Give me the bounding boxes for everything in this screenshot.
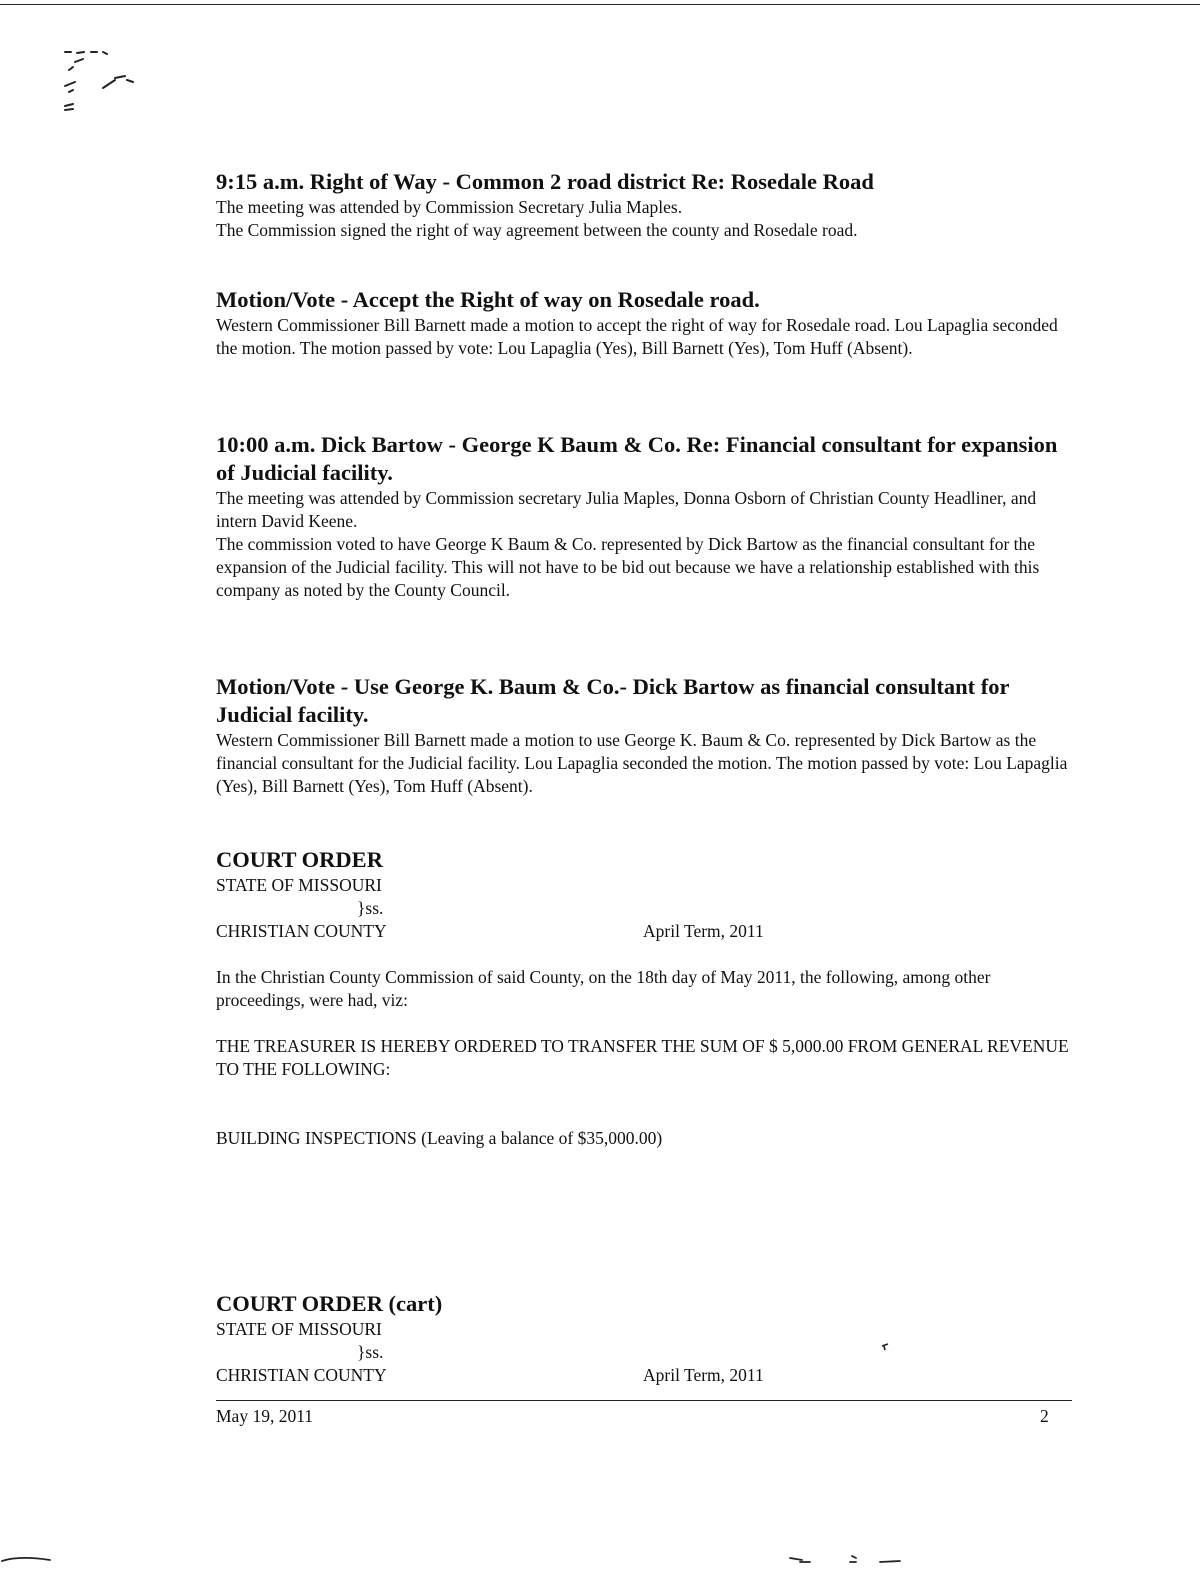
section-heading: 10:00 a.m. Dick Bartow - George K Baum & Co. Re: Financial consultant for expansion of Judicial facility. [216, 432, 1058, 485]
section-motion-accept-right-of-way [216, 286, 1076, 360]
bottom-scan-marks [0, 1548, 1200, 1571]
venue-state: STATE OF MISSOURI [216, 875, 382, 895]
venue-county-row [216, 1364, 1076, 1387]
section-heading: 9:15 a.m. Right of Way - Common 2 road district Re: Rosedale Road [216, 169, 874, 194]
scan-artifact-marks [55, 40, 155, 120]
scan-speck-mark [880, 1342, 890, 1352]
section-paragraph: The commission voted to have George K Baum & Co. represented by Dick Bartow as the financial consultant for the expansion of the Judicial facility. This will not have to be bid out because we have a relationship established with this company as noted by the County Council. [216, 534, 1040, 600]
court-order-heading: COURT ORDER [216, 847, 383, 872]
court-order-heading: COURT ORDER (cart) [216, 1291, 443, 1316]
court-order-1 [216, 846, 1076, 1150]
section-paragraph: Western Commissioner Bill Barnett made a motion to accept the right of way for Rosedale road. Lou Lapaglia seconded the motion. The motion passed by vote: Lou Lapaglia (Yes), Bill Barnett (Yes), Tom Huff (Absent). [216, 315, 1058, 358]
section-financial-consultant [216, 431, 1076, 602]
section-heading: Motion/Vote - Accept the Right of way on Rosedale road. [216, 287, 760, 312]
venue-ss: }ss. [357, 898, 384, 918]
section-motion-use-baum [216, 673, 1076, 798]
section-paragraph: The meeting was attended by Commission Secretary Julia Maples. [216, 197, 683, 217]
section-paragraph: Western Commissioner Bill Barnett made a motion to use George K. Baum & Co. represented by Dick Bartow as the financial consultant for the Judicial facility. Lou Lapaglia seconded the motion. The motion passed by vote: Lou Lapaglia (Yes), Bill Barnett (Yes), Tom Huff (Absent). [216, 730, 1068, 796]
section-right-of-way [216, 168, 1076, 242]
venue-state: STATE OF MISSOURI [216, 1319, 382, 1339]
venue-county-row [216, 920, 1076, 943]
page-number: 2 [1040, 1406, 1049, 1426]
footer-date: May 19, 2011 [216, 1406, 314, 1426]
order-text: THE TREASURER IS HEREBY ORDERED TO TRANSFER THE SUM OF $ 5,000.00 FROM GENERAL REVENUE TO THE FOLLOWING: [216, 1036, 1069, 1079]
term: April Term, 2011 [643, 921, 764, 941]
order-intro: In the Christian County Commission of said County, on the 18th day of May 2011, the following, among other proceedings, were had, viz: [216, 967, 991, 1010]
venue-county: CHRISTIAN COUNTY [216, 1365, 387, 1385]
term: April Term, 2011 [643, 1365, 764, 1385]
court-order-2 [216, 1290, 1076, 1387]
footer-rule [216, 1400, 1072, 1401]
section-heading: Motion/Vote - Use George K. Baum & Co.- Dick Bartow as financial consultant for Judicial facility. [216, 674, 1010, 727]
section-paragraph: The Commission signed the right of way agreement between the county and Rosedale road. [216, 220, 858, 240]
top-scan-rule [0, 4, 1200, 5]
venue-county: CHRISTIAN COUNTY [216, 921, 387, 941]
venue-ss: }ss. [357, 1342, 384, 1362]
section-paragraph: The meeting was attended by Commission secretary Julia Maples, Donna Osborn of Christian County Headliner, and intern David Keene. [216, 488, 1037, 531]
order-item: BUILDING INSPECTIONS (Leaving a balance of $35,000.00) [216, 1128, 663, 1148]
